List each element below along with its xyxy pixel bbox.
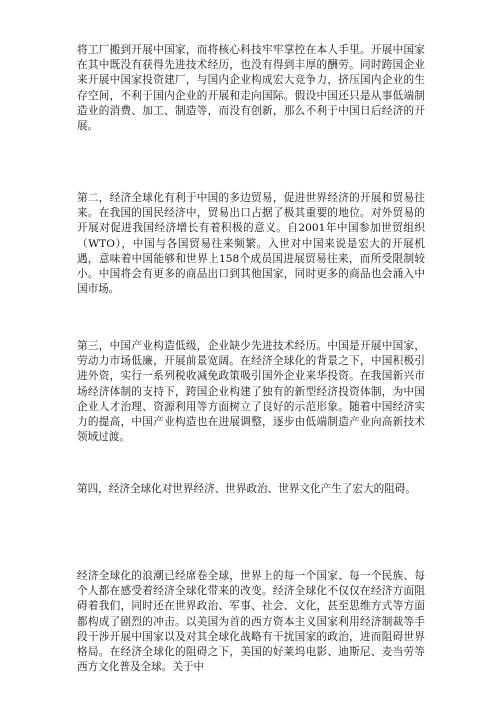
paragraph-second-point-trade: 第二，经济全球化有利于中国的多边贸易，促进世界经济的开展和贸易往来。在我国的国民经济中，贸易出口占据了极其重要的地位。对外贸易的开展对促进我国经济增长有着积极的意义。自2001年中国参加世贸组织（WTO），中国与各国贸易往来频繁。入世对中国来说是宏大的开展机遇，意味着中国能够和世界上158个成员国进展贸易往来，而所受限制较小。中国将会有更多的商品出口到其他国家，同时更多的商品也会涌入中国市场。 xyxy=(77,192,425,296)
paragraph-third-point-industry: 第三，中国产业构造低级，企业缺少先进技术经历。中国是开展中国家，劳动力市场低廉，开展前景宽阔。在经济全球化的背景之下，中国积极引进外资，实行一系列税收减免政策吸引国外企业来华投资。在我国新兴市场经济体制的支持下，跨国企业构建了独有的新型经济投资体制，为中国企业人才治理、资源利用等方面树立了良好的示范形象。随着中国经济实力的提高，中国产业构造也在进展调整，逐步由低端制造产业向高新技术领域过渡。 xyxy=(77,340,425,444)
paragraph-fourth-point-heading: 第四，经济全球化对世界经济、世界政治、世界文化产生了宏大的阻碍。 xyxy=(77,483,416,495)
paragraph-foreign-investment: 将工厂搬到开展中国家，而将核心科技牢牢掌控在本人手里。开展中国家在其中既没有获得先进技术经历，也没有得到丰厚的酬劳。同时跨国企业来开展中国家投资建厂，与国内企业构成宏大竞争力，挤压国内企业的生存空间，不利于国内企业的开展和走向国际。假设中国还只是从事低端制造业的消费、加工、制造等，而没有创新，那么不利于中国日后经济的开展。 xyxy=(77,44,425,133)
paragraph-globalization-impact: 经济全球化的浪潮已经席卷全球，世界上的每一个国家、每一个民族、每个人都在感受着经济全球化带来的改变。经济全球化不仅仅在经济方面阻碍着我们，同时还在世界政治、军事、社会、文化，甚至思维方式等方面都构成了剧烈的冲击。以美国为首的西方资本主义国家利用经济制裁等手段干涉开展中国家以及对其全球化战略有干扰国家的政治，进而阻碍世界格局。在经济全球化的阻碍之下，美国的好莱坞电影、迪斯尼、麦当劳等西方文化普及全球。关于中 xyxy=(77,570,425,674)
